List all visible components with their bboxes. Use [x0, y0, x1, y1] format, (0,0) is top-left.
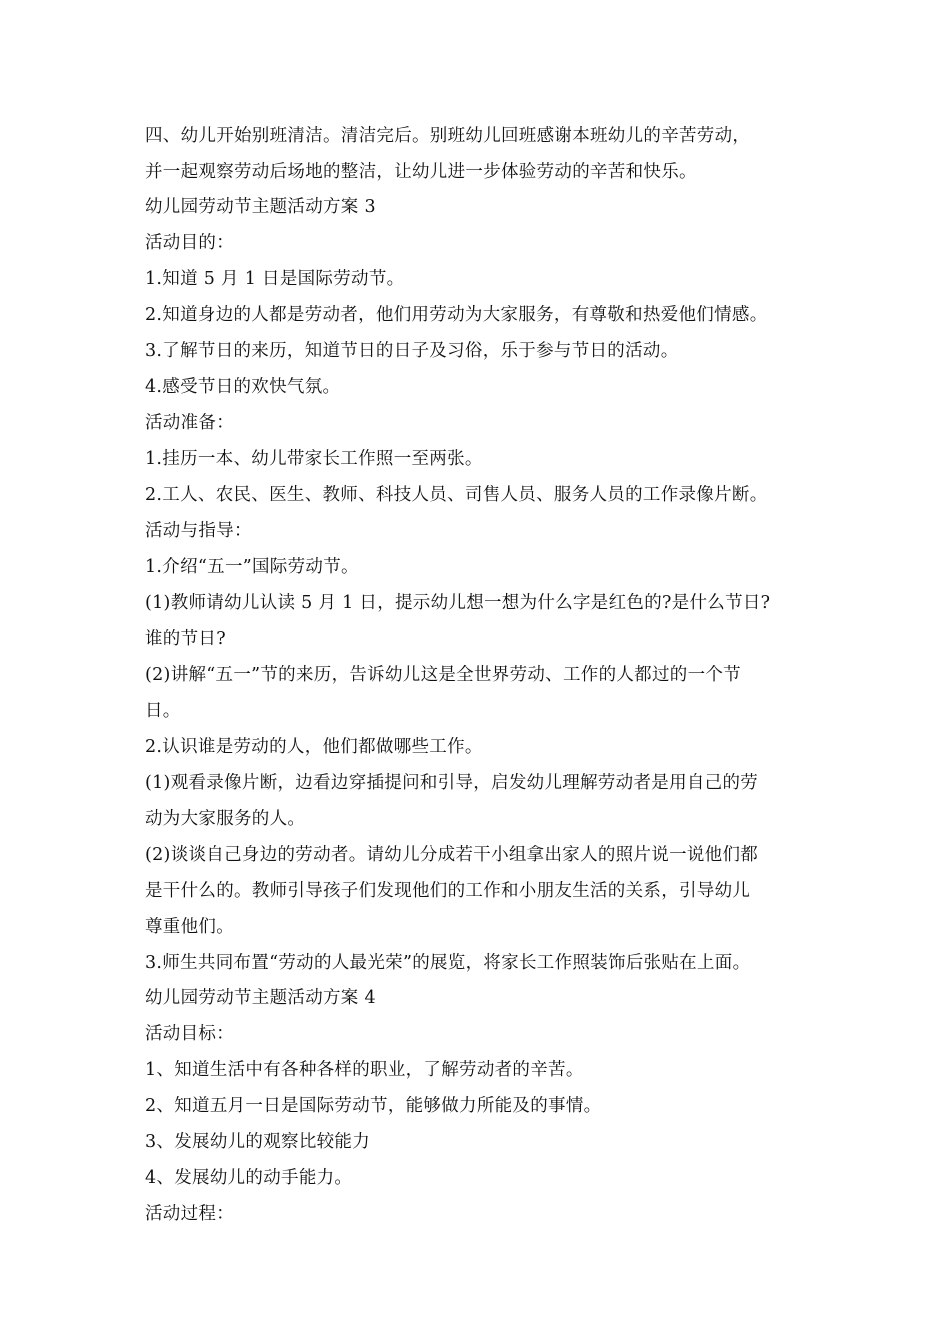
list-item: 3、发展幼儿的观察比较能力 [145, 1132, 371, 1152]
body-line: 谁的节日? [145, 629, 226, 649]
body-line: 日。 [145, 701, 181, 721]
subheading: 活动准备： [145, 413, 234, 433]
section-heading: 幼儿园劳动节主题活动方案 4 [145, 988, 376, 1008]
subheading: 活动过程： [145, 1204, 234, 1224]
list-item: 2.知道身边的人都是劳动者，他们用劳动为大家服务，有尊敬和热爱他们情感。 [145, 305, 768, 325]
body-line: 动为大家服务的人。 [145, 809, 306, 829]
body-line: 并一起观察劳动后场地的整洁，让幼儿进一步体验劳动的辛苦和快乐。 [145, 162, 697, 182]
list-item: 1.介绍“五一”国际劳动节。 [145, 557, 359, 577]
list-item: 3.师生共同布置“劳动的人最光荣”的展览，将家长工作照装饰后张贴在上面。 [145, 953, 751, 973]
body-line: 是干什么的。教师引导孩子们发现他们的工作和小朋友生活的关系，引导幼儿 [145, 881, 751, 901]
list-item: 3.了解节日的来历，知道节日的日子及习俗，乐于参与节日的活动。 [145, 341, 679, 361]
list-item: 4、发展幼儿的动手能力。 [145, 1168, 353, 1188]
body-line: (1)观看录像片断，边看边穿插提问和引导，启发幼儿理解劳动者是用自己的劳 [145, 773, 759, 793]
list-item: 1.知道 5 月 1 日是国际劳动节。 [145, 269, 405, 289]
body-line: 四、幼儿开始别班清洁。清洁完后。别班幼儿回班感谢本班幼儿的辛苦劳动， [145, 126, 751, 146]
section-heading: 幼儿园劳动节主题活动方案 3 [145, 197, 376, 217]
list-item: 1、知道生活中有各种各样的职业，了解劳动者的辛苦。 [145, 1060, 584, 1080]
document-body [145, 118, 813, 1232]
body-line: 尊重他们。 [145, 917, 234, 937]
subheading: 活动目标： [145, 1024, 234, 1044]
list-item: 4.感受节日的欢快气氛。 [145, 377, 341, 397]
body-line: (2)讲解“五一”节的来历，告诉幼儿这是全世界劳动、工作的人都过的一个节 [145, 665, 741, 685]
list-item: 2.认识谁是劳动的人，他们都做哪些工作。 [145, 737, 483, 757]
list-item: 2.工人、农民、医生、教师、科技人员、司售人员、服务人员的工作录像片断。 [145, 485, 768, 505]
subheading: 活动与指导： [145, 521, 252, 541]
list-item: 2、知道五月一日是国际劳动节，能够做力所能及的事情。 [145, 1096, 602, 1116]
subheading: 活动目的： [145, 233, 234, 253]
body-line: (1)教师请幼儿认读 5 月 1 日，提示幼儿想一想为什么字是红色的?是什么节日? [145, 593, 771, 613]
body-line: (2)谈谈自己身边的劳动者。请幼儿分成若干小组拿出家人的照片说一说他们都 [145, 845, 759, 865]
list-item: 1.挂历一本、幼儿带家长工作照一至两张。 [145, 449, 483, 469]
